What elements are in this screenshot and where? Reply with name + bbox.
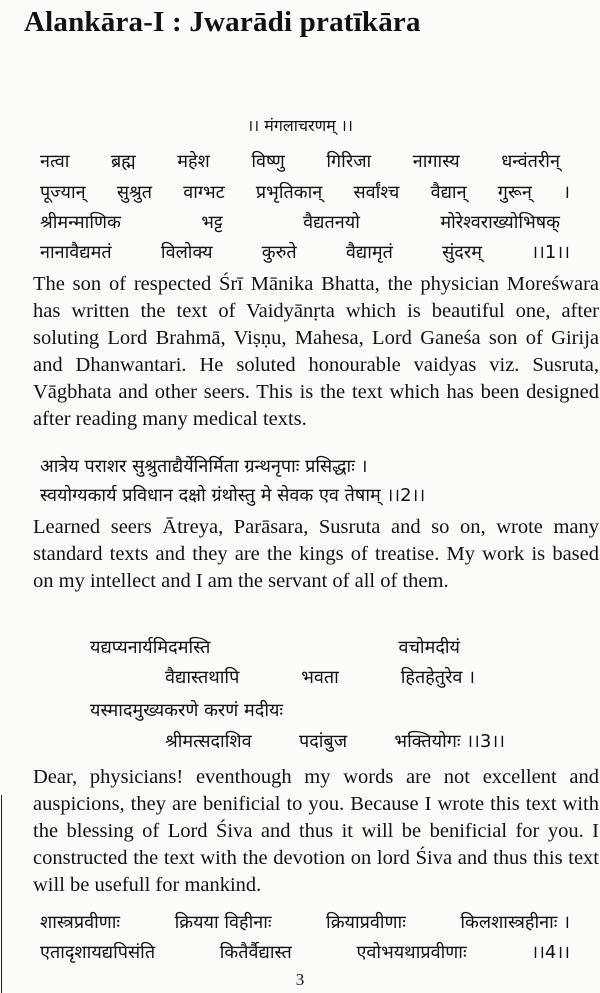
margin-line — [1, 795, 2, 993]
word: क्रियाप्रवीणाः — [326, 912, 406, 933]
word: प्रभृतिकान् — [255, 182, 323, 203]
verse1-line3 — [40, 210, 560, 234]
verse3-line2 — [165, 665, 475, 689]
word: नागास्य — [412, 151, 460, 172]
word: शास्त्रप्रवीणाः — [40, 912, 121, 933]
word: क्रियया विहीनाः — [174, 912, 272, 933]
word: वैद्यामृतं — [345, 242, 393, 263]
verse3-line3: यस्मादमुख्यकरणे करणं मदीयः — [90, 700, 284, 721]
translation-paragraph-1: The son of respected Śrī Mānika Bhatta, the physician Moreśwara has written the text of Vaidyānṛta which is beautiful one, after soluting Lord Brahmā, Viṣṇu, Mahesa, Lord Ganeśa son of Girija and Dhanwantari. He soluted honourable vaidyas viz. Susruta, Vāgbhata and other seers. This is the text which has been designed after reading many medical texts. — [33, 273, 599, 430]
verse2-line2: स्वयोग्यकार्य प्रविधान दक्षो ग्रंथोस्तु मे सेवक एव तेषाम् ।।2।। — [40, 485, 426, 506]
word: ।।1।। — [531, 242, 570, 263]
verse3-line4 — [165, 729, 505, 753]
verse1-line2 — [40, 180, 570, 204]
word: ।।4।। — [531, 942, 570, 963]
word: पूज्यान् — [40, 182, 86, 203]
word: वैद्यान् — [430, 182, 467, 203]
verse4-line1 — [40, 910, 570, 934]
verse2-line1: आत्रेय पराशर सुश्रुताद्यैर्येनिर्मिता ग्रन्थनृपाः प्रसिद्धाः । — [40, 456, 368, 477]
word: भट्ट — [201, 212, 223, 233]
word: ब्रह्म — [110, 151, 136, 172]
word: । — [563, 182, 570, 203]
word: वैद्यास्तथापि — [165, 667, 240, 688]
word: यद्यप्यनार्यमिदमस्ति — [90, 637, 211, 658]
word: महेश — [177, 151, 210, 172]
verse1-line1 — [40, 149, 560, 173]
word: धन्वंतरीन् — [501, 151, 560, 172]
word: वचोमदीयं — [398, 637, 460, 658]
invocation-heading: ।। मंगलाचरणम् ।। — [247, 116, 353, 135]
word: नत्वा — [40, 151, 70, 172]
word: विष्णु — [251, 151, 285, 172]
word: विलोक्य — [160, 242, 213, 263]
word: कुरुते — [261, 242, 297, 263]
word: गुरून् — [497, 182, 532, 203]
verse1-line4 — [40, 240, 570, 264]
word: मोरेश्वराख्योभिषक् — [440, 212, 560, 233]
word: एवोभयथाप्रवीणाः — [356, 942, 467, 963]
page-number: 3 — [295, 970, 305, 989]
word: सुंदरम् — [442, 242, 482, 263]
word: नानावैद्यमतं — [40, 242, 112, 263]
word: पदांबुज — [298, 731, 348, 752]
word: सुश्रुत — [116, 182, 153, 203]
page-title: Alankāra-I : Jwarādi pratīkāra — [24, 6, 421, 38]
word: श्रीमन्माणिक — [40, 212, 121, 233]
word: वाग्भट — [183, 182, 225, 203]
word: हितहेतुरेव । — [400, 667, 475, 688]
word: वैद्यतनयो — [303, 212, 360, 233]
word: सर्वांश्च — [353, 182, 400, 203]
word: गिरिजा — [326, 151, 372, 172]
word: भक्तियोगः ।।3।। — [394, 731, 505, 752]
verse4-line2 — [40, 940, 570, 964]
word: भवता — [301, 667, 339, 688]
word: श्रीमत्सदाशिव — [165, 731, 252, 752]
word: कितैर्वैद्यास्त — [219, 942, 292, 963]
verse3-line1 — [90, 635, 460, 659]
word: एतादृशायद्यपिसंति — [40, 942, 156, 963]
translation-paragraph-2: Learned seers Ātreya, Parāsara, Susruta and so on, wrote many standard texts and they are the kings of treatise. My work is based on my intellect and I am the servant of all of them. — [33, 516, 599, 592]
translation-paragraph-3: Dear, physicians! eventhough my words are not excellent and auspicions, they are benificial to you. Because I wrote this text with the blessing of Lord Śiva and thus it will be benificial for you. I constructed the text with the devotion on lord Śiva and thus this text will be usefull for mankind. — [33, 766, 599, 896]
word: किलशास्त्रहीनाः । — [460, 912, 570, 933]
